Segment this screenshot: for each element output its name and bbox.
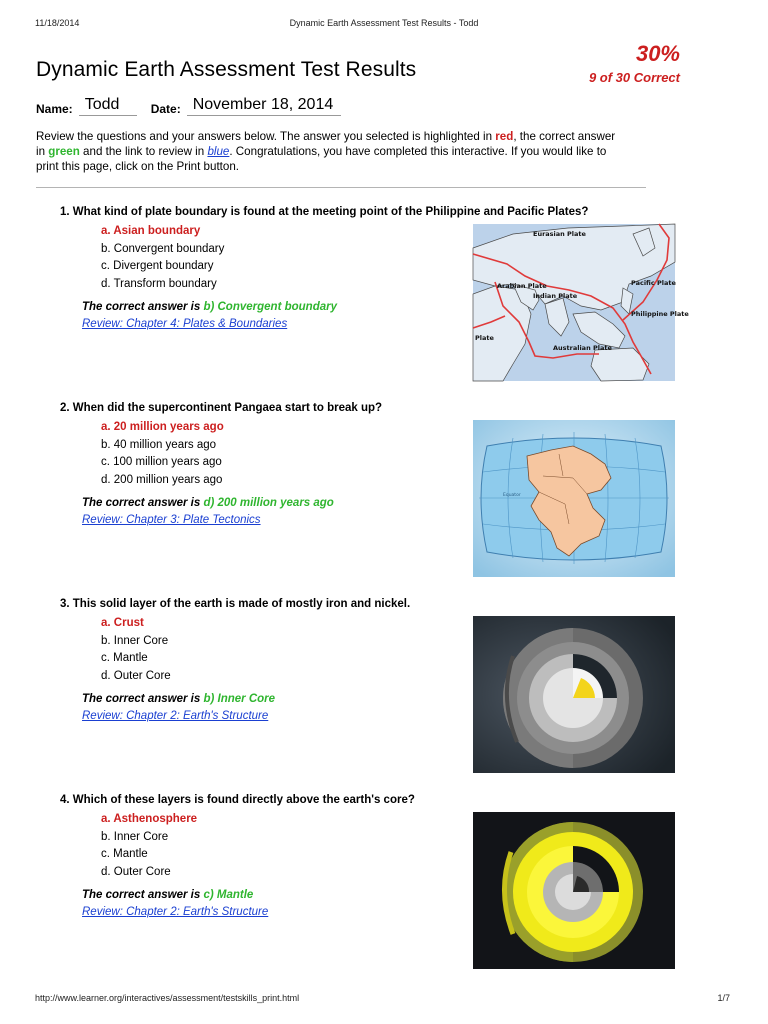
correct-answer: The correct answer is b) Convergent boundary xyxy=(82,301,337,313)
legend-blue: blue xyxy=(207,145,230,158)
legend-red: red xyxy=(495,130,514,143)
answer-option: b. Convergent boundary xyxy=(101,242,225,255)
answer-option: a. Crust xyxy=(101,617,144,629)
map-label: Arabian Plate xyxy=(497,282,547,290)
answer-option: b. 40 million years ago xyxy=(101,438,217,451)
map-label: Eurasian Plate xyxy=(533,230,586,238)
answer-option: a. Asian boundary xyxy=(101,225,201,237)
score-summary: 9 of 30 Correct xyxy=(588,70,680,85)
answer-option: c. Divergent boundary xyxy=(101,260,214,272)
answer-option: a. 20 million years ago xyxy=(101,421,224,433)
name-value: Todd xyxy=(79,96,137,116)
pangaea-image xyxy=(473,420,675,577)
answer-list xyxy=(60,419,500,489)
print-page-number: 1/7 xyxy=(717,993,730,1003)
name-label: Name: xyxy=(36,102,73,116)
answer-option: d. Outer Core xyxy=(101,865,171,878)
intro-text: Review the questions and your answers below. The answer you selected is highlighted in red, the correct answer in green and the link to review in blue. Congratulations, you have completed this interactive. If you would like to print this page, click on the Print button. xyxy=(36,130,616,173)
question-2 xyxy=(60,402,500,526)
map-label: Australian Plate xyxy=(553,344,612,352)
correct-answer: The correct answer is d) 200 million years ago xyxy=(82,497,334,509)
question-text: 1. What kind of plate boundary is found at the meeting point of the Philippine and Pacific Plates? xyxy=(60,206,589,218)
score-percent: 30% xyxy=(635,41,680,66)
review-link[interactable]: Review: Chapter 3: Plate Tectonics xyxy=(82,514,261,526)
plate-map-image xyxy=(473,224,689,381)
student-meta xyxy=(36,96,341,116)
answer-option: d. 200 million years ago xyxy=(101,473,223,486)
answer-list xyxy=(60,615,500,685)
question-4 xyxy=(60,794,500,918)
date-label: Date: xyxy=(150,102,181,116)
print-date: 11/18/2014 xyxy=(35,18,80,28)
review-link[interactable]: Review: Chapter 2: Earth's Structure xyxy=(82,906,269,918)
answer-option: b. Inner Core xyxy=(101,634,169,647)
score-box xyxy=(589,42,680,85)
date-value: November 18, 2014 xyxy=(187,96,342,116)
map-label: Pacific Plate xyxy=(631,279,676,287)
answer-list xyxy=(60,223,500,293)
legend-green: green xyxy=(48,145,80,158)
answer-option: c. Mantle xyxy=(101,848,148,860)
map-label: Philippine Plate xyxy=(631,310,689,318)
question-text: 3. This solid layer of the earth is made of mostly iron and nickel. xyxy=(60,598,411,610)
question-text: 2. When did the supercontinent Pangaea start to break up? xyxy=(60,402,383,414)
answer-option: c. Mantle xyxy=(101,652,148,664)
answer-option: d. Outer Core xyxy=(101,669,171,682)
page-title: Dynamic Earth Assessment Test Results xyxy=(36,58,417,81)
earth-layers-image xyxy=(473,812,675,969)
divider xyxy=(36,187,646,188)
answer-list xyxy=(60,811,500,881)
answer-option: d. Transform boundary xyxy=(101,277,217,290)
review-link[interactable]: Review: Chapter 4: Plates & Boundaries xyxy=(82,318,288,330)
print-title: Dynamic Earth Assessment Test Results - Todd xyxy=(289,18,479,28)
answer-option: c. 100 million years ago xyxy=(101,456,222,468)
map-label: Plate xyxy=(475,334,494,342)
review-link[interactable]: Review: Chapter 2: Earth's Structure xyxy=(82,710,269,722)
correct-answer: The correct answer is b) Inner Core xyxy=(82,693,276,705)
question-text: 4. Which of these layers is found directly above the earth's core? xyxy=(60,794,415,806)
question-3 xyxy=(60,598,500,722)
equator-label: Equator xyxy=(503,493,521,498)
print-url: http://www.learner.org/interactives/assessment/testskills_print.html xyxy=(35,993,300,1003)
answer-option: b. Inner Core xyxy=(101,830,169,843)
answer-option: a. Asthenosphere xyxy=(101,813,198,825)
correct-answer: The correct answer is c) Mantle xyxy=(82,889,254,901)
map-label: Indian Plate xyxy=(533,292,578,300)
earth-structure-image xyxy=(473,616,675,773)
